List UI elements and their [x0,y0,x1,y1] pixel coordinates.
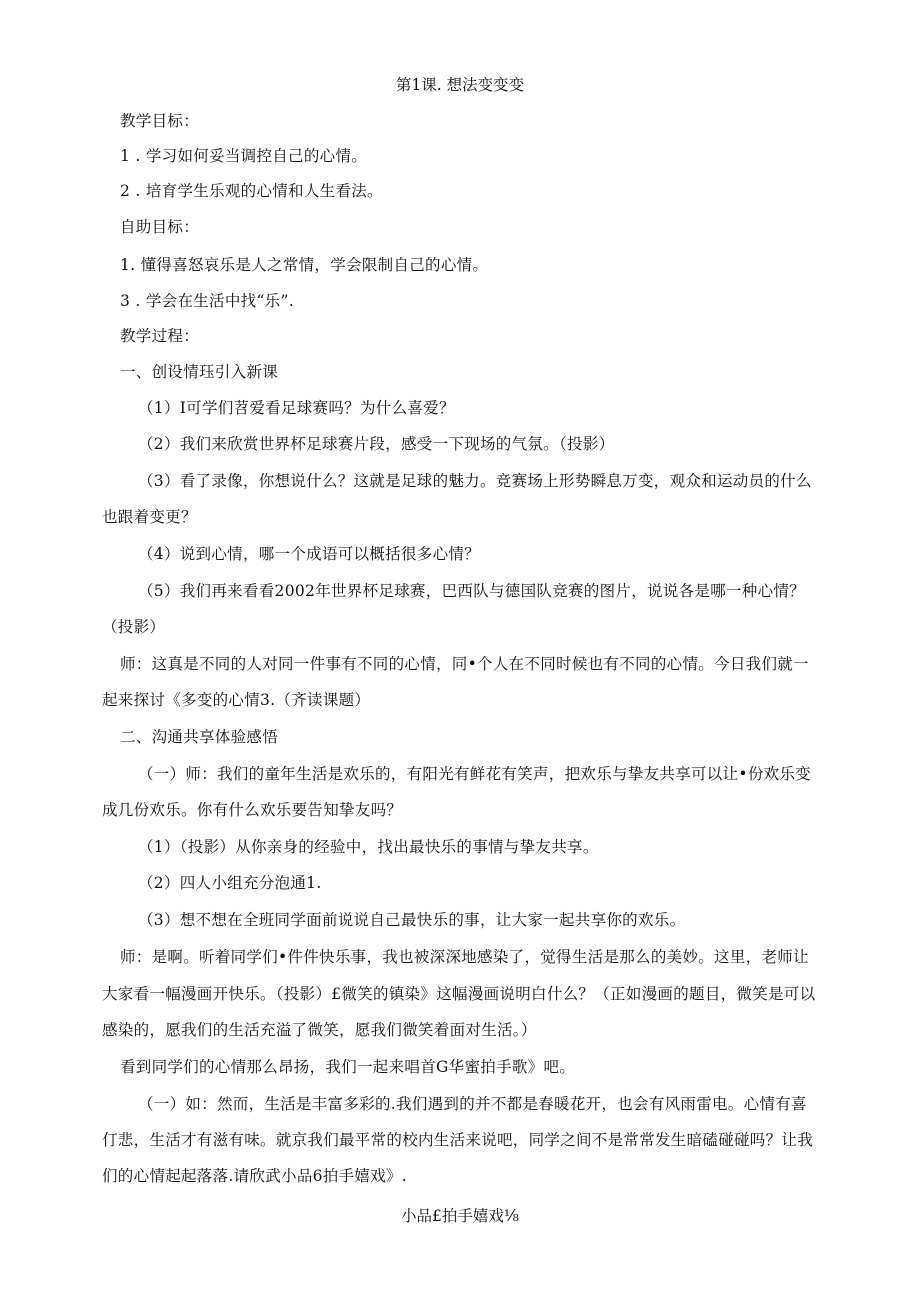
paragraph-line: 看到同学们的心情那么昂扬，我们一起来唱首G华蜜拍手歌》吧。 [120,1058,576,1076]
paragraph-line: 师：是啊。听着同学们•件件快乐事，我也被深深地感染了，觉得生活是那么的美妙。这里，老师让 [120,948,809,966]
paragraph-line: 师：这真是不同的人对同一件事有不同的心情，同•个人在不同时候也有不同的心情。今日我们就一 [120,655,809,673]
paragraph-line: 也跟着变更？ [102,508,197,526]
section-heading: 一、创设情珏引入新课 [120,363,279,381]
skit-title: 小品£拍手嬉戏⅛ [401,1207,519,1225]
paragraph-line: （一）如：然而，生活是丰富多彩的.我们遇到的并不都是春暖花开，也会有风雨雷电。心情有喜 [138,1095,807,1113]
paragraph-line: （2）四人小组充分泡通1. [138,874,322,892]
paragraph-line: 仃悲，生活才有滋有味。就京我们最平常的校内生活来说吧，同学之间不是常常发生暗磕碰碰吗？让我 [102,1131,814,1149]
paragraph-line: 感染的，愿我们的生活充溢了微笑，愿我们微笑着面对生活。） [102,1021,537,1039]
paragraph-line: 2 . 培育学生乐观的心情和人生看法。 [120,182,383,200]
paragraph-line: 自助目标： [120,218,200,236]
paragraph-line: （3）看了录像，你想说什么？这就是足球的魅力。竞赛场上形势瞬息万变，观众和运动员的什么 [138,472,812,490]
section-heading: 二、沟通共享体验感悟 [120,728,279,746]
paragraph-line: （4）说到心情，哪一个成语可以概括很多心情？ [138,545,480,563]
paragraph-line: （1）I可学们苕爱看足球赛吗？为什么喜爱？ [138,399,455,417]
paragraph-line: 们的心情起起落落.请欣武小品6拍手嬉戏》. [102,1167,408,1185]
paragraph-line: （1）（投影）从你亲身的经验中，找出最快乐的事情与挚友共享。 [138,838,599,856]
paragraph-line: 大家看一幅漫画开快乐。（投影）£微笑的镇染》这幅漫画说明白什么？（正如漫画的题目，微笑是可以 [102,985,816,1003]
paragraph-line: （投影） [102,618,166,636]
paragraph-line: 3 . 学会在生活中找“乐”. [120,292,294,310]
paragraph-line: （一）师：我们的童年生活是欢乐的，有阳光有鲜花有笑声，把欢乐与挚友共享可以让•份欢乐变 [138,765,812,783]
document-title: 第1课. 想法变变变 [395,76,525,94]
paragraph-line: 教学目标： [120,112,200,130]
paragraph-line: 成几份欢乐。你有什么欢乐要告知挚友吗？ [102,801,403,819]
paragraph-line: （3）想不想在全班同学面前说说自己最快乐的事，让大家一起共享你的欢乐。 [138,911,686,929]
paragraph-line: （5）我们再来看看2002年世界杯足球赛，巴西队与德国队竞赛的图片，说说各是哪一种心情？ [138,582,806,600]
paragraph-line: 起来探讨《多变的心情3.（齐读课题） [102,691,371,709]
paragraph-line: 教学过程： [120,327,200,345]
paragraph-line: （2）我们来欣赏世界杯足球赛片段，感受一下现场的气氛。（投影） [138,435,615,453]
paragraph-line: 1 . 学习如何妥当调控自己的心情。 [120,147,368,165]
paragraph-line: 1. 懂得喜怒哀乐是人之常情，学会限制自己的心情。 [120,256,489,274]
